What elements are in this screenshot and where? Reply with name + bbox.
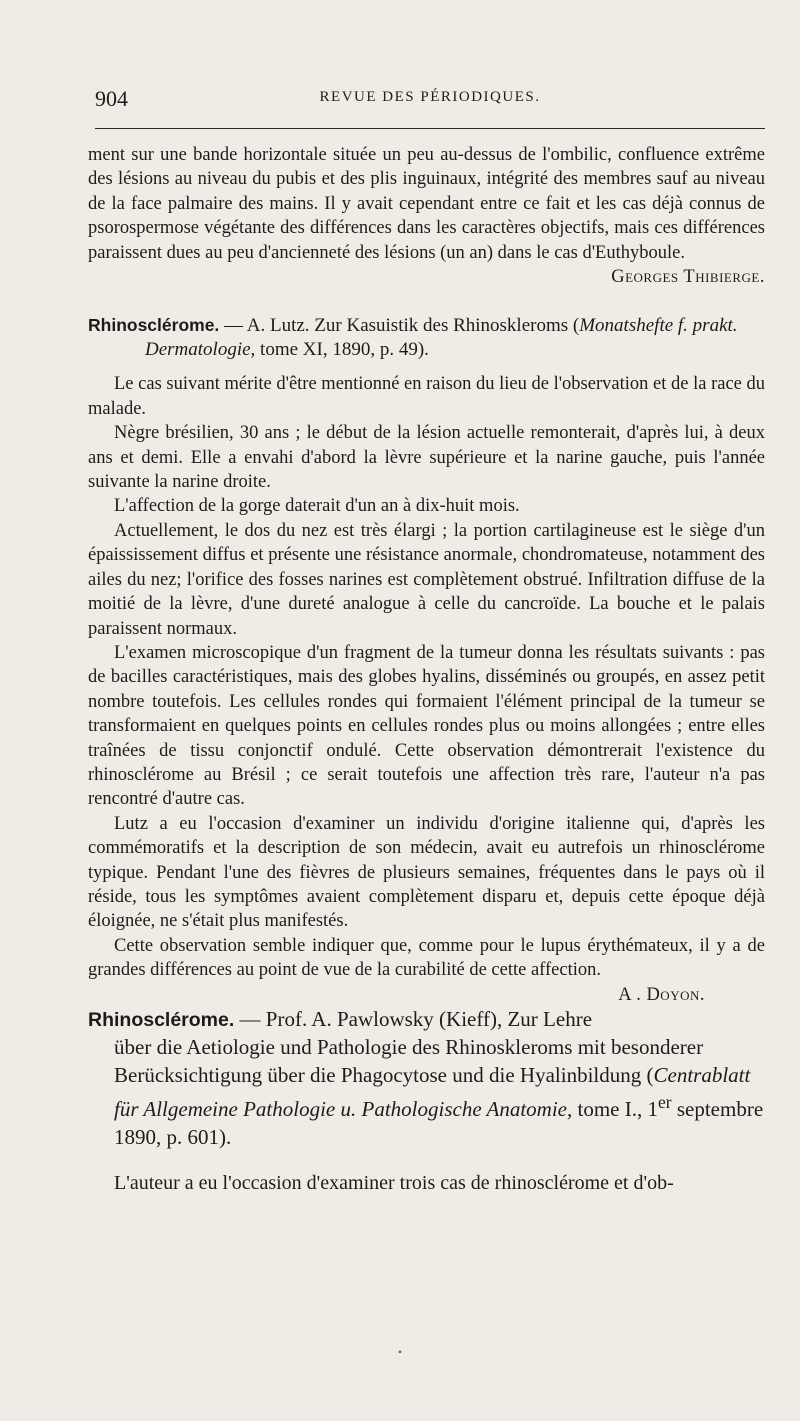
running-title: REVUE DES PÉRIODIQUES. (319, 89, 541, 105)
article-source: Monatshefte f. prakt. Dermatologie (145, 315, 738, 361)
article-author: — A. Lutz. (224, 315, 310, 337)
body-paragraph: Nègre brésilien, 30 ans ; le début de la lésion actuelle remonterait, d'après lui, à deux ans et demi. Elle a envahi d'abord la lèvre supérieure et la narine gauche, puis l'année suivante la narine droite. (88, 423, 765, 493)
body-paragraph: Actuellement, le dos du nez est très élargi ; la portion cartilagineuse est le siège d'un épaississement diffus et présente une résistance anormale, chondromateuse, notamment des ailes du nez; l'orifice des fosses narines est complètement obstrué. Infiltration diffuse de la moitié de la lèvre, d'une dureté analogue à celle du cancroïde. La bouche et le palais paraissent normaux. (88, 520, 765, 639)
article-heading-lutz (88, 313, 765, 362)
source-paren: ( (646, 1062, 654, 1087)
header-rule (95, 128, 765, 129)
article-label: Rhinosclérome. (88, 315, 220, 336)
page-header (95, 86, 765, 116)
text-column (88, 143, 765, 1196)
ordinal-superscript: er (657, 1092, 672, 1113)
body-paragraph: Lutz a eu l'occasion d'examiner un individu d'origine italienne qui, d'après les commémoratifs et la description de son médecin, avait eu autrefois un rhinosclérome typique. Pendant l'une des fièvres de plusieurs semaines, fréquentes dans le pays où il réside, tous les symptômes avaient complètement disparu et, depuis cette époque déjà éloignée, ne s'était plus manifestés. (88, 813, 765, 932)
article-title: Zur Kasuistik des Rhinoskleroms (314, 315, 569, 337)
signature-thibierge: Georges Thibierge. (611, 267, 765, 288)
body-paragraph-first-line: L'auteur a eu l'occasion d'examiner trois cas de rhinosclérome et d'ob- (114, 1172, 674, 1195)
article-label: Rhinosclérome. (88, 1008, 235, 1031)
signature-line (88, 265, 765, 289)
source-paren: ( (572, 315, 580, 337)
page-mark: • (397, 1345, 403, 1359)
article-author: — Prof. A. Pawlowsky (Kieff), (239, 1006, 503, 1031)
page-number: 904 (95, 86, 128, 111)
body-paragraph: L'affection de la gorge daterait d'un an à dix-huit mois. (114, 496, 520, 517)
article-title: Zur Lehre über die Aetiologie und Pathologie des Rhinoskleroms mit besonderer Berücksichtigung über die Phagocytose und die Hyalinbildung (114, 1006, 704, 1087)
article-source-date: septembre 1890, p. 601). (114, 1097, 764, 1149)
body-text: Cette observation semble indiquer que, comme pour le lupus érythémateux, il y a de grandes différences au point de vue de la curabilité de cette affection. (88, 935, 765, 981)
article-source-details: tome I., 1 (572, 1097, 658, 1122)
body-paragraph: L'examen microscopique d'un fragment de la tumeur donna les résultats suivants : pas de bacilles caractéristiques, mais des globes hyalins, disséminés ou groupés, en assez petit nombre toutefois. Les cellules rondes qui formaient l'élément principal de la tumeur se transformaient en quelques points en cellules rondes plus ou moins allongées ; entre elles traînées de tissu conjonctif ondulé. Cette observation démontrerait l'existence du rhinosclérome au Brésil ; ce serait toutefois une affection très rare, l'auteur n'a pas rencontré d'autre cas. (88, 642, 765, 810)
body-paragraph-last (88, 934, 765, 1005)
article-source: Centrablatt für Allgemeine Pathologie u. Pathologische Anatomie, (114, 1062, 751, 1122)
signature-doyon: A . Doyon. (618, 984, 705, 1005)
article-source-details: , tome XI, 1890, p. 49). (250, 339, 429, 361)
article-heading-pawlowsky (88, 1006, 765, 1152)
body-paragraph: Le cas suivant mérite d'être mentionné en raison du lieu de l'observation et de la race du malade. (88, 374, 765, 419)
continued-paragraph: ment sur une bande horizontale située un peu au-dessus de l'ombilic, confluence extrême des lésions au niveau du pubis et des plis inguinaux, intégrité des membres sauf au niveau de la face palmaire des mains. Il y avait cependant entre ce fait et les cas déjà connus de psorospermose végétante des différences dans les caractères objectifs, mais ces différences paraissent dues au peu d'ancienneté des lésions (un an) dans le cas d'Euthyboule. (88, 145, 765, 263)
